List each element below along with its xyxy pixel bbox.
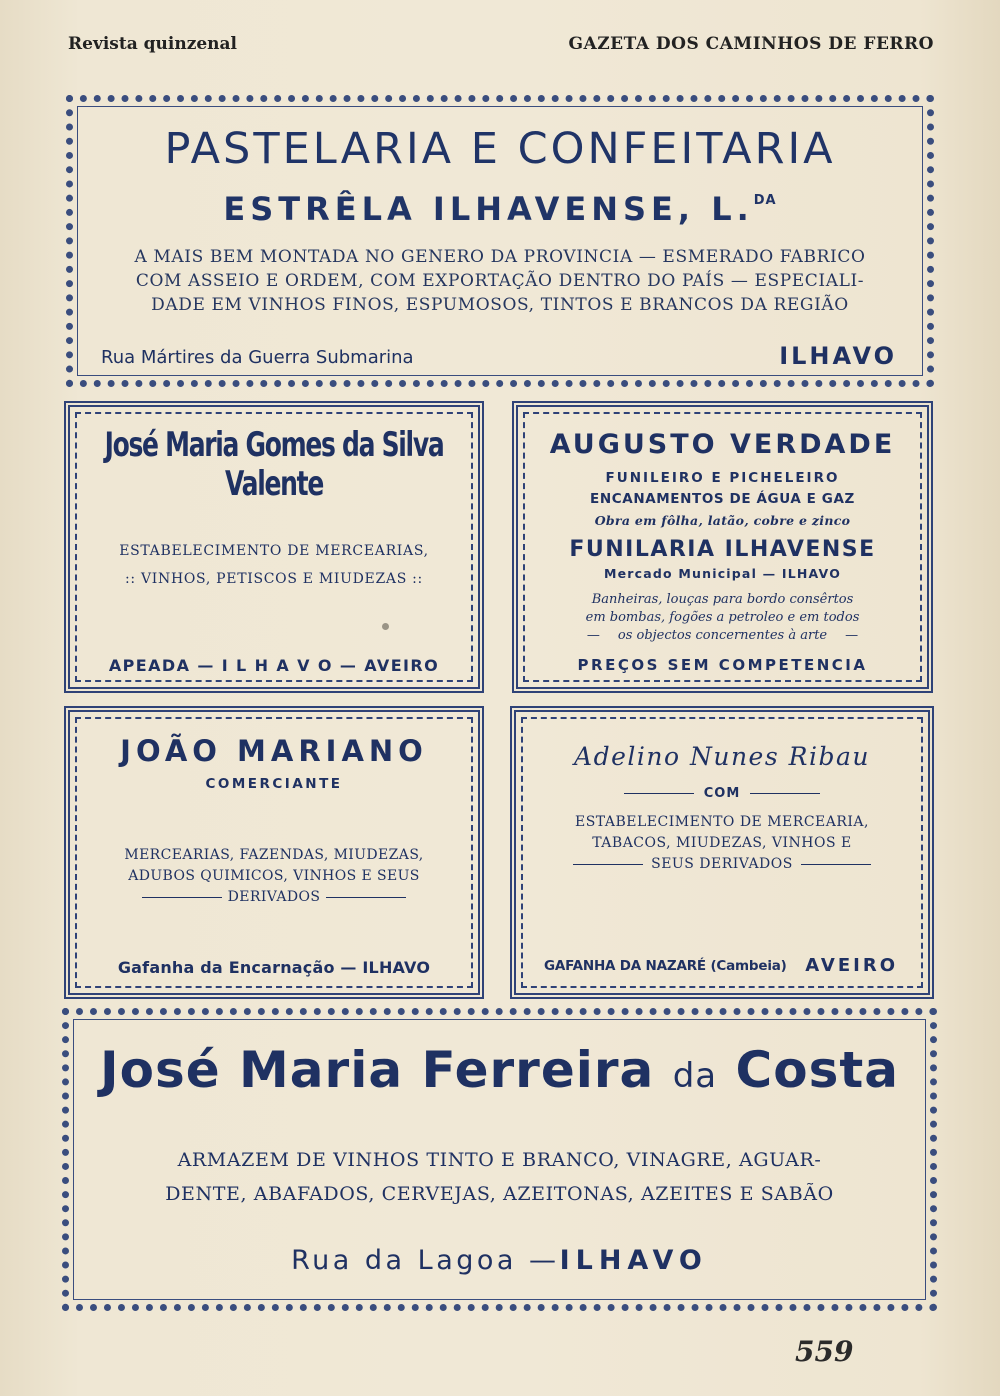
- ad5-subtitle-row: [516, 786, 928, 801]
- ad1-address: Rua Mártires da Guerra Submarina: [101, 347, 414, 368]
- ad4-line1: MERCEARIAS, FAZENDAS, MIUDEZAS,: [124, 847, 424, 863]
- ad5-subtitle: COM: [703, 786, 741, 801]
- ad5-line1: ESTABELECIMENTO DE MERCEARIA,: [575, 814, 869, 830]
- ad5-footer-right: AVEIRO: [805, 955, 898, 976]
- ad3-name: AUGUSTO VERDADE: [549, 429, 896, 460]
- ad3-italic3: os objectos concernentes à arte: [617, 628, 828, 643]
- ad3-business: FUNILARIA ILHAVENSE: [569, 537, 876, 562]
- ad2-name: José Maria Gomes da Silva Valente: [104, 424, 444, 504]
- ad4-footer: Gafanha da Encarnação — ILHAVO: [117, 958, 431, 977]
- ad3-italic1: Banheiras, louças para bordo consêrtos: [591, 592, 854, 607]
- ad1-body: [113, 245, 887, 317]
- ad4-line3: DERIVADOS: [227, 889, 321, 905]
- ad3-italic-text: [518, 591, 927, 645]
- ad5-line3: SEUS DERIVADOS: [651, 856, 793, 872]
- rule-divider: [326, 897, 406, 898]
- ad3-sub2: ENCANAMENTOS DE ÁGUA E GAZ: [590, 491, 855, 507]
- ad1-body-line2: COM ASSEIO E ORDEM, COM EXPORTAÇÃO DENTRO DO PAÍS — ESPECIALI-: [135, 271, 865, 291]
- ad5-line3-row: [536, 854, 908, 875]
- ad4-body: [90, 845, 458, 908]
- ad2-line1: ESTABELECIMENTO DE MERCEARIAS,: [119, 543, 429, 559]
- ad1-title: PASTELARIA E CONFEITARIA: [164, 124, 836, 174]
- page-number: 559: [795, 1335, 854, 1368]
- ad3-dash-left: —: [586, 628, 600, 643]
- ad6-name: [69, 1041, 930, 1099]
- ad1-body-line1: A MAIS BEM MONTADA NO GENERO DA PROVINCIA — ESMERADO FABRICO: [134, 247, 866, 267]
- ad1-company-sup: DA: [753, 193, 777, 208]
- ad6-line2: DENTE, ABAFADOS, CERVEJAS, AZEITONAS, AZEITES E SABÃO: [165, 1183, 834, 1205]
- ad6-name-part2: da: [672, 1056, 718, 1096]
- ad3-market: Mercado Municipal — ILHAVO: [603, 566, 842, 581]
- ad3-sub3: Obra em fôlha, latão, cobre e zinco: [594, 513, 851, 528]
- ad-pastelaria: [66, 95, 934, 387]
- ad6-footer: [69, 1245, 930, 1276]
- ad3-sub1: FUNILEIRO E PICHELEIRO: [605, 470, 840, 486]
- ad3-dash-right: —: [845, 628, 859, 643]
- ad6-name-part3: Costa: [735, 1041, 899, 1099]
- ad4-name: JOÃO MARIANO: [120, 734, 428, 768]
- ad1-company-text: ESTRÊLA ILHAVENSE, L.: [223, 190, 754, 228]
- ad-ferreira-costa: [62, 1008, 937, 1311]
- ad5-name: Adelino Nunes Ribau: [574, 742, 870, 771]
- ad5-body: [536, 812, 908, 875]
- ad-silva-valente: [64, 401, 484, 693]
- ad2-line2: :: VINHOS, PETISCOS E MIUDEZAS ::: [125, 571, 423, 587]
- header-right: GAZETA DOS CAMINHOS DE FERRO: [568, 34, 934, 54]
- ad5-line2: TABACOS, MIUDEZAS, VINHOS E: [592, 835, 852, 851]
- ad6-footer-street: Rua da Lagoa —: [291, 1245, 560, 1276]
- rule-divider: [142, 897, 222, 898]
- header-left: Revista quinzenal: [68, 34, 238, 54]
- ad-adelino-ribau: [510, 706, 934, 999]
- ad5-footer-left: GAFANHA DA NAZARÉ (Cambeia): [544, 958, 787, 974]
- ad2-footer: APEADA — I L H A V O — AVEIRO: [108, 656, 440, 675]
- ad4-line3-row: [90, 887, 458, 908]
- ad6-body: [109, 1143, 890, 1211]
- ad4-subtitle: COMERCIANTE: [205, 776, 343, 792]
- ad-augusto-verdade: [512, 401, 933, 693]
- ad6-line1: ARMAZEM DE VINHOS TINTO E BRANCO, VINAGRE, AGUAR-: [177, 1149, 822, 1171]
- ad3-italic2: em bombas, fogões a petroleo e em todos: [585, 610, 860, 625]
- ink-dot: [382, 623, 389, 630]
- ad1-body-line3: DADE EM VINHOS FINOS, ESPUMOSOS, TINTOS E BRANCOS DA REGIÃO: [151, 295, 849, 315]
- ad1-company: [73, 190, 927, 228]
- ad4-line2: ADUBOS QUIMICOS, VINHOS E SEUS: [128, 868, 420, 884]
- ad6-name-part1: José Maria Ferreira: [100, 1041, 655, 1099]
- rule-divider: [750, 793, 820, 794]
- rule-divider: [801, 864, 871, 865]
- ad6-footer-city: ILHAVO: [559, 1245, 708, 1276]
- ad3-italic3-row: [518, 627, 927, 645]
- rule-divider: [573, 864, 643, 865]
- ad1-city: ILHAVO: [779, 342, 897, 370]
- ad3-footer: PREÇOS SEM COMPETENCIA: [577, 656, 868, 674]
- ad-joao-mariano: [64, 706, 484, 999]
- rule-divider: [624, 793, 694, 794]
